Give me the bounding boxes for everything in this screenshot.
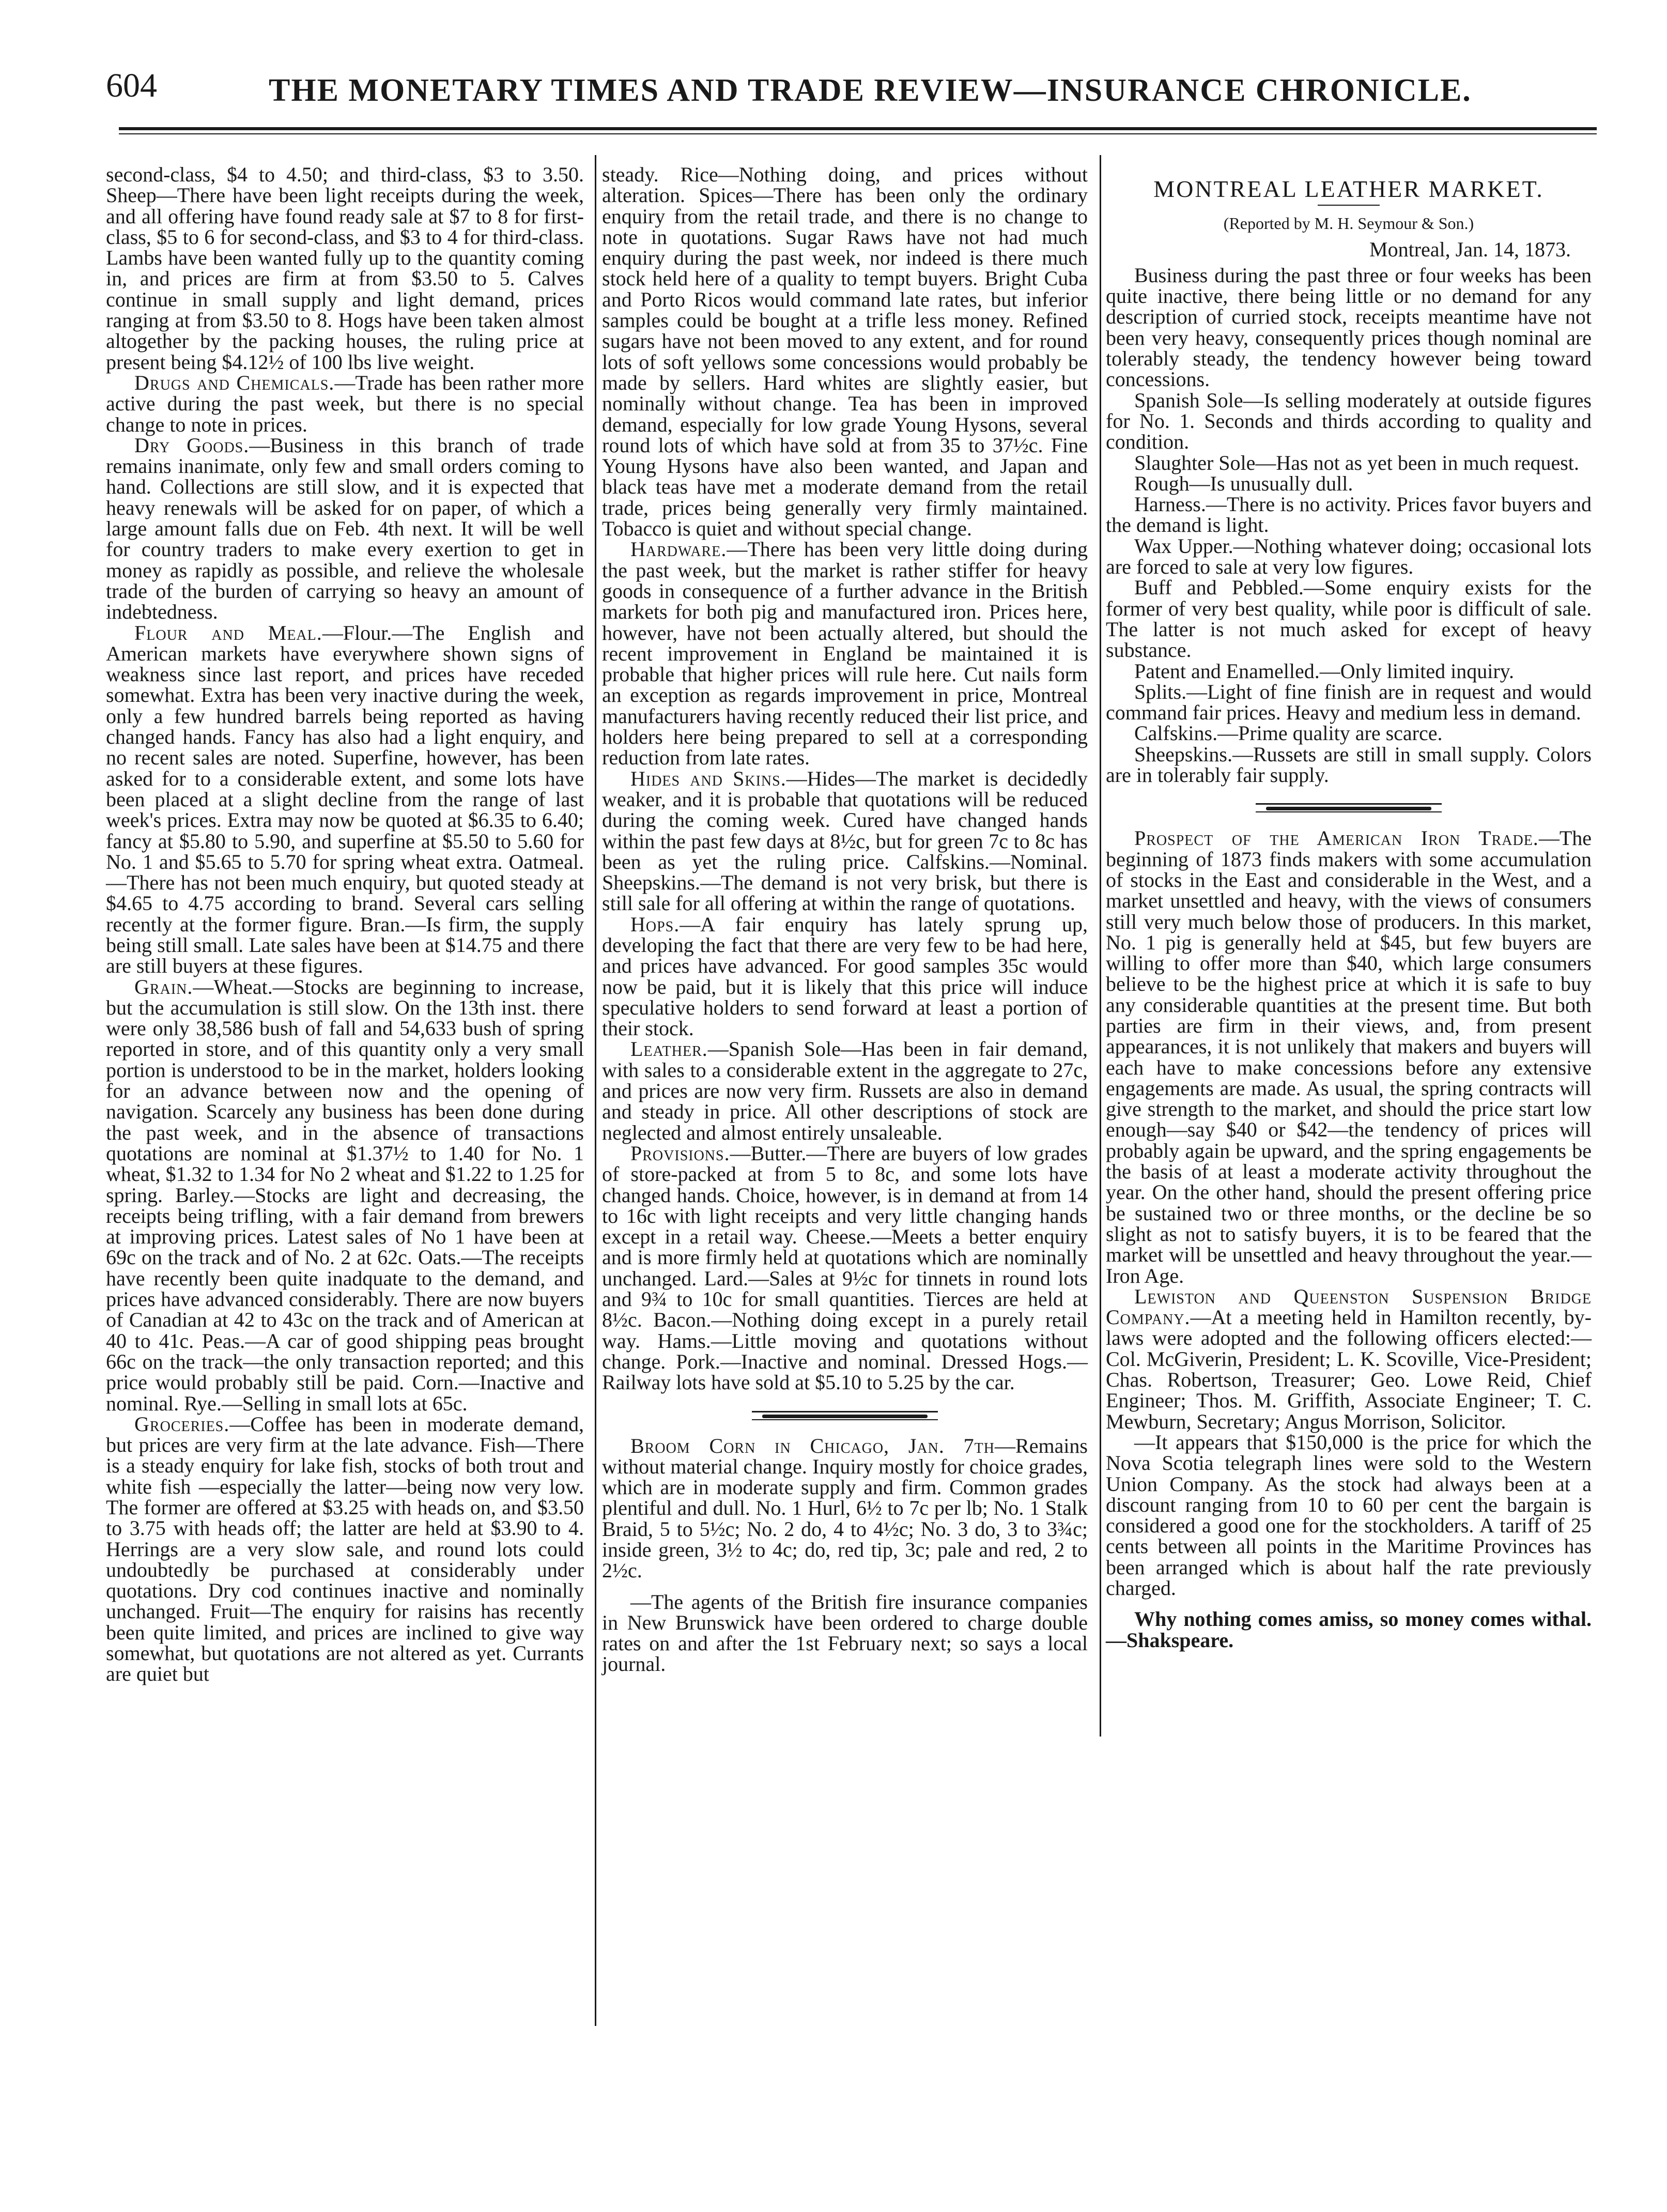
iron-trade-paragraph [1106,828,1592,1286]
section-divider [1256,803,1442,812]
groceries-heading: Groceries. [134,1412,230,1436]
hardware-paragraph [602,539,1088,768]
broom-corn-text: —Remains without material change. Inquiry mostly for choice grades, which are in moderate supply and firm. Common grades plentiful and dull. No. 1 Hurl, 6½ to 7c per lb; No. 1 Stalk Braid, 5 to 5½c; No. 2 do, 4 to 4½c; No. 3 do, 3 to 3¾c; inside green, 3½ to 4c; do, red tip, 3c; pale and red, 2 to 2½c. [602,1434,1088,1583]
hops-heading: Hops. [630,912,680,936]
section-divider [752,1411,938,1420]
provisions-text: —Butter.—There are buyers of low grades of store-packed at from 5 to 8c, and some lots have changed hands. Choice, however, is in demand at from 14 to 16c with light receipts and very little changing hands except in a retail way. Cheese.—Meets a better enquiry and is more firmly held at quotations which are nominally unchanged. Lard.—Sales at 9½c for tinnets in round lots and 9¾ to 10c for small quantities. Tierces are held at 8½c. Bacon.—Nothing doing except in a purely retail way. Hams.—Little moving and quotations without change. Pork.—Inactive and nominal. Dressed Hogs.—Railway lots have sold at $5.10 to 5.25 by the car. [602,1141,1088,1394]
leather-heading: Leather. [630,1037,708,1061]
fire-insurance-paragraph: —The agents of the British fire insurance companies in New Brunswick have been ordered to charge double rates on and after the 1st February next; so says a local journal. [602,1590,1088,1676]
iron-trade-text: —The beginning of 1873 finds makers with some accumulation of stocks in the East and considerable in the West, and a market unsettled and heavy, with the views of consumers still very much below those of producers. In this market, No. 1 pig is generally held at $45, but few buyers are willing to offer more than $40, which large consumers believe to be the highest price at which it is safe to buy any considerable quantities at the present time. But both parties are firm in their views, and, from present appearances, it is not unlikely that makers and buyers will each have to make concessions before any extensive engagements are made. As usual, the spring contracts will give strength to the market, and should the price start low enough—say $40 or $42—the tendency of prices will probably again be upward, and the spring engagements be the basis of at least a moderate activity throughout the year. On the other hand, should the present offering price be sustained two or three months, or the decline be so slight as not to satisfy buyers, it is to be feared that the market will be unsettled and heavy throughout the year.—Iron Age. [1106,826,1592,1287]
hops-text: —A fair enquiry has lately sprung up, developing the fact that there are very few to be had here, and prices have advanced. For good samples 35c would now be paid, but it is likely that this price will induce speculative holders to send forward at least a portion of their stock. [602,912,1088,1040]
telegraph-paragraph: —It appears that $150,000 is the price for which the Nova Scotia telegraph lines were sold to the Western Union Company. As the stock had always been at a discount ranging from 10 to 60 per cent the bargain is considered a good one for the stockholders. A tariff of 25 cents between all points in the Maritime Provinces has been arranged which is about half the rate previously charged. [1106,1430,1592,1600]
column-2 [602,164,1088,1675]
harness-paragraph: Harness.—There is no activity. Prices favor buyers and the demand is light. [1106,493,1592,537]
flour-text: —Flour.—The English and American markets have everywhere shown signs of weakness since last report, and prices have receded somewhat. Extra has been very inactive during the week, only a few hundred barrels being reported as having changed hands. Fancy has also had a light enquiry, and no recent sales are noted. Superfine, however, has been asked for to a considerable extent, and some lots have been placed at a slight decline from the range of last week's prices. Extra may now be quoted at $6.35 to 6.40; fancy at $5.80 to 5.90, and superfine at $5.50 to 5.60 for No. 1 and $5.65 to 5.70 for spring wheat extra. Oatmeal.—There has not been much enquiry, but quoted steady at $4.65 to 4.75 according to brand. Several cars selling recently at the former figure. Bran.—Is firm, the supply being still small. Late sales have been at $14.75 and there are still buyers at these figures. [106,621,584,978]
hides-paragraph [602,766,1088,915]
title-rule [1318,205,1380,206]
spanish-sole-paragraph: Spanish Sole—Is selling moderately at outside figures for No. 1. Seconds and thirds according to quality and condition. [1106,388,1592,454]
patent-enamelled-paragraph: Patent and Enamelled.—Only limited inquiry. [1134,659,1515,683]
iron-trade-heading: Prospect of the American Iron Trade. [1134,826,1539,850]
slaughter-sole-paragraph: Slaughter Sole—Has not as yet been in much request. [1134,451,1579,474]
wax-upper-paragraph: Wax Upper.—Nothing whatever doing; occasional lots are forced to sale at very low figures. [1106,534,1592,579]
running-head: THE MONETARY TIMES AND TRADE REVIEW—INSURANCE CHRONICLE. [269,73,1472,108]
calfskins-paragraph: Calfskins.—Prime quality are scarce. [1134,721,1443,745]
splits-paragraph: Splits.—Light of fine finish are in request and would command fair prices. Heavy and medium less in demand. [1106,680,1592,725]
hides-text: —Hides—The market is decidedly weaker, and it is probable that quotations will be reduced during the coming week. Cured have changed hands within the past few days at 8½c, but for green 7c to 8c has been as yet the ruling price. Calfskins.—Nominal. Sheepskins.—The demand is not very brisk, but there is still sale for all offering at within the range of quotations. [602,766,1088,915]
livestock-paragraph: second-class, $4 to 4.50; and third-class, $3 to 3.50. Sheep—There have been light receipts during the week, and all offering have found ready sale at $7 to 8 for first-class, $5 to 6 for second-class, and $3 to 4 for third-class. Lambs have been wanted fully up to the quantity coming in, and prices are firm at from $3.50 to 5. Calves continue in small supply and light demand, prices ranging at from $3.50 to 8. Hogs have been taken almost altogether by the packing houses, the ruling price at present being $4.12½ of 100 lbs live weight. [106,163,584,374]
column-rule-1 [595,155,596,2026]
rough-paragraph: Rough—Is unusually dull. [1134,471,1353,495]
provisions-paragraph [602,1143,1088,1393]
leather-intro-paragraph: Business during the past three or four weeks has been quite inactive, there being little or no demand for any description of curried stock, receipts meantime have not been very heavy, consequently prices though nominal are tolerably steady, the tendency however being toward concessions. [1106,263,1592,391]
leather-text: —Spanish Sole—Has been in fair demand, with sales to a considerable extent in the aggregate to 27c, and prices are now very firm. Russets are also in demand and steady in price. All other descriptions of stock are neglected and almost entirely unsaleable. [602,1037,1088,1144]
dateline: Montreal, Jan. 14, 1873. [1369,237,1571,261]
flour-paragraph [106,623,584,977]
column-1 [106,164,584,1685]
provisions-heading: Provisions. [630,1141,730,1165]
shakespeare-quote: Why nothing comes amiss, so money comes withal.—Shakspeare. [1106,1607,1592,1652]
broom-corn-heading: Broom Corn in Chicago, Jan. 7th [630,1434,995,1457]
groceries-continued-paragraph: steady. Rice—Nothing doing, and prices without alteration. Spices—There has been only the ordinary enquiry from the retail trade, and there is no change to note in quotations. Sugar Raws have not had much enquiry during the past week, nor indeed is there much stock held here of a quality to tempt buyers. Bright Cuba and Porto Ricos would command late rates, but inferior samples could be bought at a trifle less money. Refined sugars have not been moved to any extent, and for round lots of soft yellows some concessions would probably be made by sellers. Hard whites are slightly easier, but nominally without change. Tea has been in improved demand, especially for low grade Young Hysons, several round lots of which have sold at from 35 to 37½c. Fine Young Hysons have also been wanted, and Japan and black teas have met a moderate demand from the retail trade, prices being generally very firmly maintained. Tobacco is quiet and without special change. [602,163,1088,541]
drugs-text: —Trade has been rather more active during the past week, but there is no special change to note in prices. [106,371,584,436]
hops-paragraph [602,914,1088,1039]
column-rule-2 [1100,155,1101,1737]
groceries-paragraph [106,1414,584,1685]
groceries-text: —Coffee has been in moderate demand, but prices are very firm at the late advance. Fish—There is a steady enquiry for lake fish, stocks of both trout and white fish —especially the latter—being now very low. The former are offered at $3.25 with heads on, and $3.50 to 3.75 with heads off; the latter are held at $3.90 to 4. Herrings are a very slow sale, and round lots could undoubtedly be purchased at considerably under quotations. Dry cod continues inactive and nominally unchanged. Fruit—The enquiry for raisins has recently been quite limited, and prices are inclined to give way somewhat, but quotations are not altered as yet. Currants are quiet but [106,1412,584,1686]
drugs-paragraph [106,373,584,435]
broom-corn-paragraph [602,1436,1088,1581]
dry-goods-heading: Dry Goods. [134,433,250,457]
bridge-company-heading: Lewiston and Queenston Suspension Bridge Company. [1106,1284,1592,1329]
column-3 [1106,164,1592,1651]
page-number: 604 [106,67,157,104]
grain-paragraph [106,977,584,1414]
header-rule-thin [119,133,1597,134]
leather-market-title: MONTREAL LEATHER MARKET. [1153,176,1544,202]
hides-heading: Hides and Skins. [630,766,786,790]
grain-text: —Wheat.—Stocks are beginning to increase, but the accumulation is still slow. On the 13th inst. there were only 38,586 bush of fall and 54,633 bush of spring reported in store, and of this quantity only a very small portion is understood to be in the market, holders looking for an advance between now and the opening of navigation. Scarcely any business has been done during the past week, and in the absence of transactions quotations are nominal at $1.37½ to 1.40 for No. 1 wheat, $1.32 to 1.34 for No 2 wheat and $1.22 to 1.25 for spring. Barley.—Stocks are light and decreasing, the receipts being trifling, with a fair demand from brewers at improving prices. Latest sales of No 1 have been at 69c on the track and of No. 2 at 62c. Oats.—The receipts have recently been quite inadquate to the demand, and prices have advanced considerably. There are now buyers of Canadian at 42 to 43c on the track and of American at 40 to 41c. Peas.—A car of good shipping peas brought 66c on the track—the only transaction reported; and this price would probably still be paid. Corn.—Inactive and nominal. Rye.—Selling in small lots at 65c. [106,975,584,1415]
hardware-heading: Hardware. [630,537,727,561]
dry-goods-text: —Business in this branch of trade remains inanimate, only few and small orders coming to hand. Collections are still slow, and it is expected that heavy renewals will be asked for on paper, of which a large amount falls due on Feb. 4th next. It will be well for country traders to make every exertion to get in money as rapidly as possible, and relieve the wholesale trade of the burden of carrying so heavy an amount of indebtedness. [106,433,584,624]
flour-heading: Flour and Meal. [134,621,322,644]
hardware-text: —There has been very little doing during the past week, but the market is rather stiffer for heavy goods in consequence of a further advance in the British markets for both pig and manufactured iron. Prices here, however, have not been actually altered, but should the recent improvement in England be maintained it is probable that higher prices will rule here. Cut nails form an exception as regards improvement in price, Montreal manufacturers having recently reduced their list price, and holders here being prepared to sell at a corresponding reduction from late rates. [602,537,1088,770]
drugs-heading: Drugs and Chemicals. [134,371,335,394]
grain-heading: Grain. [134,975,193,999]
sheepskins-paragraph: Sheepskins.—Russets are still in small supply. Colors are in tolerably fair supply. [1106,742,1592,787]
buff-pebbled-paragraph: Buff and Pebbled.—Some enquiry exists for the former of very best quality, while poor is difficult of sale. The latter is not much asked for except of heavy substance. [1106,576,1592,662]
bridge-company-paragraph [1106,1286,1592,1432]
dry-goods-paragraph [106,435,584,623]
header-rule-thick [119,127,1597,130]
leather-paragraph [602,1039,1088,1143]
bridge-company-text: —At a meeting held in Hamilton recently, by-laws were adopted and the following officers elected:—Col. McGiverin, President; L. K. Scoville, Vice-President; Chas. Robertson, Treasurer; Geo. Lowe Reid, Chief Engineer; Thos. M. Griffith, Associate Engineer; T. C. Mewburn, Secretary; Angus Morrison, Solicitor. [1106,1305,1592,1433]
reporter-credit: (Reported by M. H. Seymour & Son.) [1223,214,1474,233]
